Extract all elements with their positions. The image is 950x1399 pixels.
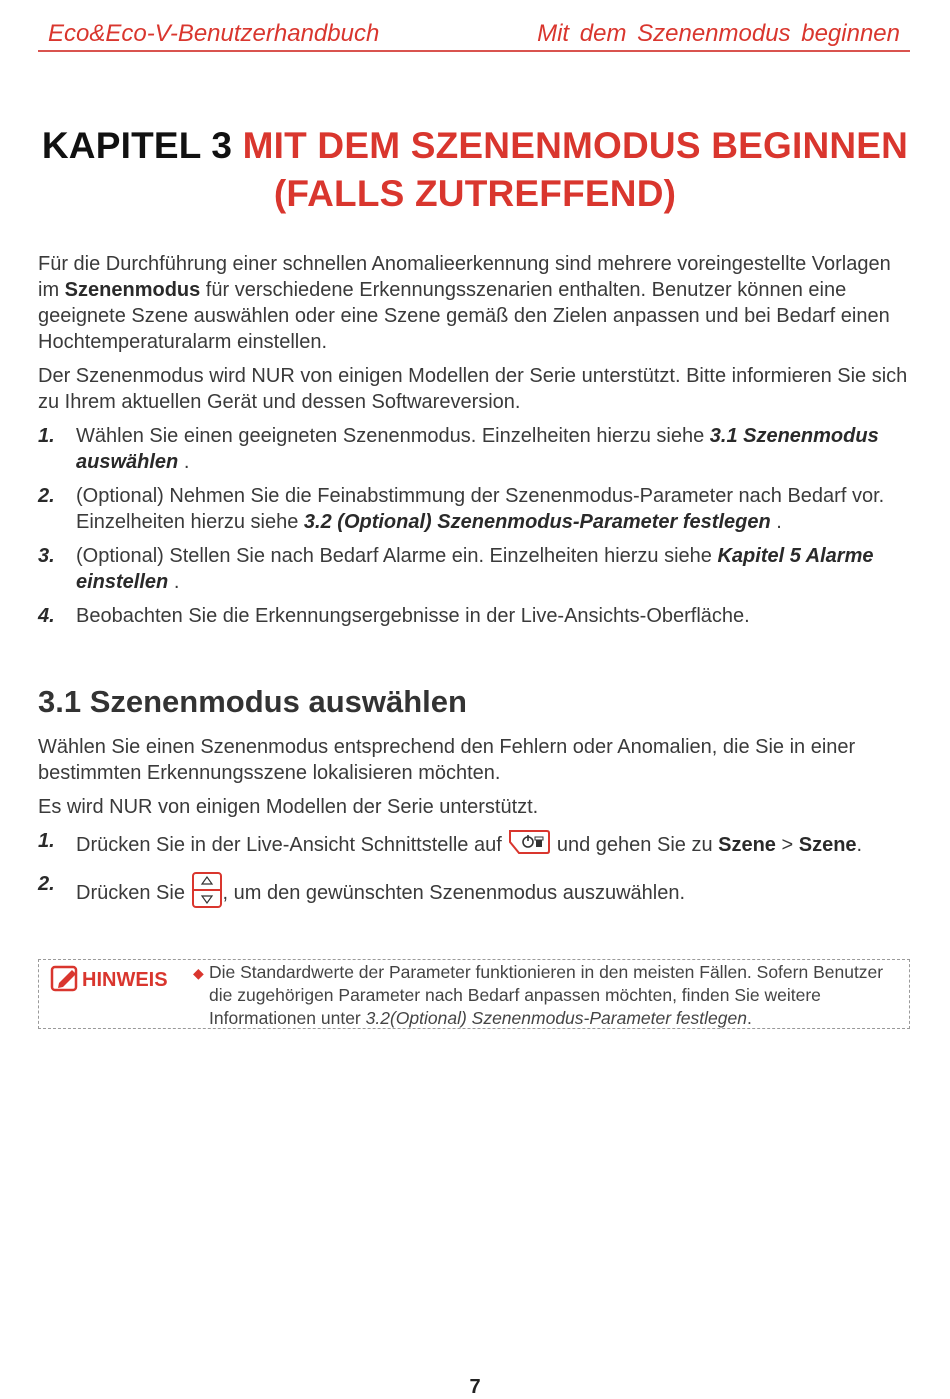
chapter-number: KAPITEL 3	[41, 125, 233, 166]
note-text: Die Standardwerte der Parameter funktionieren in den meisten Fällen. Sofern Benutzer die zugehörigen Parameter nach Bedarf anpassen möchten, finden Sie weitere Informationen unter 3.2(Optional) Szenenmodus-Parameter festlegen.	[209, 962, 884, 1028]
chapter-title-line2: (FALLS ZUTREFFEND)	[273, 173, 677, 214]
section-title: 3.1 Szenenmodus auswählen	[38, 684, 467, 719]
cross-reference-link[interactable]: 3.1 Szenenmodus auswählen	[76, 425, 879, 473]
chapter-title	[0, 122, 950, 218]
page-number: 7	[469, 1376, 481, 1398]
section-block	[38, 734, 910, 924]
up-down-button-icon	[191, 871, 223, 916]
list-item: 1. Wählen Sie einen geeigneten Szenenmodus. Einzelheiten hierzu siehe 3.1 Szenenmodus auswählen .	[38, 425, 879, 473]
intro-paragraph-2: Der Szenenmodus wird NUR von einigen Modellen der Serie unterstützt. Bitte informieren Sie sich zu Ihrem aktuellen Gerät und dessen Softwareversion.	[38, 365, 908, 413]
list-item: 2. Drücken Sie , um den gewünschten Szenenmodus auszuwählen.	[38, 871, 910, 916]
running-chapter-title: Mit dem Szenenmodus beginnen	[537, 20, 900, 47]
manual-title: Eco&Eco-V-Benutzerhandbuch	[48, 20, 380, 47]
bullet-diamond-icon: ◆	[193, 965, 204, 981]
scene-mode-term: Szenenmodus	[64, 279, 201, 301]
section-paragraph-1: Wählen Sie einen Szenenmodus entsprechend den Fehlern oder Anomalien, die Sie in einer bestimmten Erkennungsszene lokalisieren möchten.	[38, 736, 856, 784]
chapter-title-line1: MIT DEM SZENENMODUS BEGINNEN	[242, 125, 909, 166]
list-item: 2. (Optional) Nehmen Sie die Feinabstimmung der Szenenmodus-Parameter nach Bedarf vor. Einzelheiten hierzu siehe 3.2 (Optional) Szenenmodus-Parameter festlegen .	[38, 485, 885, 533]
list-item: 1. Drücken Sie in der Live-Ansicht Schnittstelle auf und gehen Sie zu Szene > Szene.	[38, 828, 910, 863]
note-tag	[50, 964, 168, 997]
note-pencil-icon	[50, 964, 80, 997]
note-box	[38, 959, 910, 1029]
page-header	[38, 18, 910, 52]
section-steps	[38, 828, 910, 916]
overview-steps	[38, 423, 910, 629]
cross-reference-link[interactable]: Kapitel 5 Alarme einstellen	[76, 545, 874, 593]
intro-block	[38, 251, 910, 637]
note-label: HINWEIS	[82, 969, 168, 991]
menu-button-icon	[507, 828, 551, 863]
section-paragraph-2: Es wird NUR von einigen Modellen der Serie unterstützt.	[38, 796, 539, 818]
cross-reference-link[interactable]: 3.2(Optional) Szenenmodus-Parameter festlegen	[365, 1008, 747, 1028]
list-item: 4. Beobachten Sie die Erkennungsergebnisse in der Live-Ansichts-Oberfläche.	[38, 605, 750, 627]
list-item: 3. (Optional) Stellen Sie nach Bedarf Alarme ein. Einzelheiten hierzu siehe Kapitel 5 Alarme einstellen .	[38, 545, 874, 593]
intro-paragraph-1: Für die Durchführung einer schnellen Anomalieerkennung sind mehrere voreingestellte Vorlagen im Szenenmodus für verschiedene Erkennungsszenarien enthalten. Benutzer können eine geeignete Szene auswählen oder eine Szene gemäß den Zielen anpassen und bei Bedarf einen Hochtemperaturalarm einstellen.	[38, 253, 891, 353]
cross-reference-link[interactable]: 3.2 (Optional) Szenenmodus-Parameter festlegen	[303, 511, 771, 533]
